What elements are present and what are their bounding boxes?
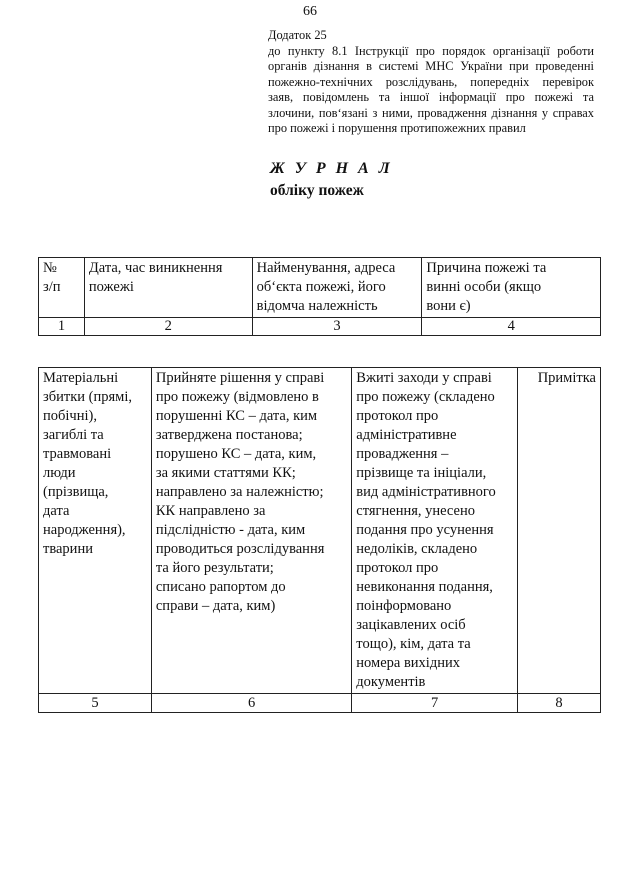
journal-subtitle: обліку пожеж — [270, 182, 364, 199]
table-number-row — [39, 694, 601, 713]
header-cell-cause: Причина пожежі та винні особи (якщо вони є) — [422, 258, 601, 318]
appendix-line: злочини, пов‘язані з ними, провадження дізнання у справах — [268, 105, 594, 120]
column-number: 3 — [252, 318, 422, 336]
journal-table-part-2 — [38, 367, 601, 713]
table-header-row — [39, 368, 601, 694]
column-number: 5 — [39, 694, 152, 713]
appendix-line: пожежно-технічних розслідувань, попередніх перевірок — [268, 74, 594, 89]
column-number: 2 — [84, 318, 252, 336]
table-header-row — [39, 258, 601, 318]
page-number: 66 — [303, 4, 317, 19]
header-cell-number: № з/п — [39, 258, 85, 318]
appendix-line: до пункту 8.1 Інструкції про порядок організації роботи — [268, 43, 594, 58]
header-cell-damages: Матеріальні збитки (прямі, побічні), загиблі та травмовані люди (прізвища, дата народження), тварини — [39, 368, 152, 694]
column-number: 1 — [39, 318, 85, 336]
appendix-line: заяв, повідомлень та іншої інформації про пожежі та — [268, 90, 594, 104]
header-cell-object: Найменування, адреса об‘єкта пожежі, його відомча належність — [252, 258, 422, 318]
journal-table-part-1 — [38, 257, 601, 336]
header-cell-date: Дата, час виникнення пожежі — [84, 258, 252, 318]
appendix-line: органів дізнання в системі МНС України при проведенні — [268, 59, 594, 73]
header-cell-measures: Вжиті заходи у справі про пожежу (складено протокол про адміністративне провадження – прізвище та ініціали, вид адміністративного стягнення, унесено подання про усунення недоліків, складено протокол про невиконання подання, поінформовано зацікавлених осіб тощо), кім, дата та номера вихідних документів — [352, 368, 518, 694]
header-cell-decision: Прийняте рішення у справі про пожежу (відмовлено в порушенні КС – дата, ким затверджена постанова; порушено КС – дата, ким, за якими статтями КК; направлено за належністю; КК направлено за підслідністю - дата, ким проводиться розслідування та його результати; списано рапортом до справи – дата, ким) — [151, 368, 351, 694]
table-number-row — [39, 318, 601, 336]
journal-title: Ж У Р Н А Л — [270, 160, 393, 177]
column-number: 7 — [352, 694, 518, 713]
column-number: 6 — [151, 694, 351, 713]
header-cell-notes: Примітка — [518, 368, 601, 694]
appendix-line: про пожежі і порушення протипожежних правил — [268, 121, 526, 135]
appendix-line: Додаток 25 — [268, 28, 327, 42]
column-number: 4 — [422, 318, 601, 336]
appendix-reference — [268, 28, 594, 137]
column-number: 8 — [518, 694, 601, 713]
